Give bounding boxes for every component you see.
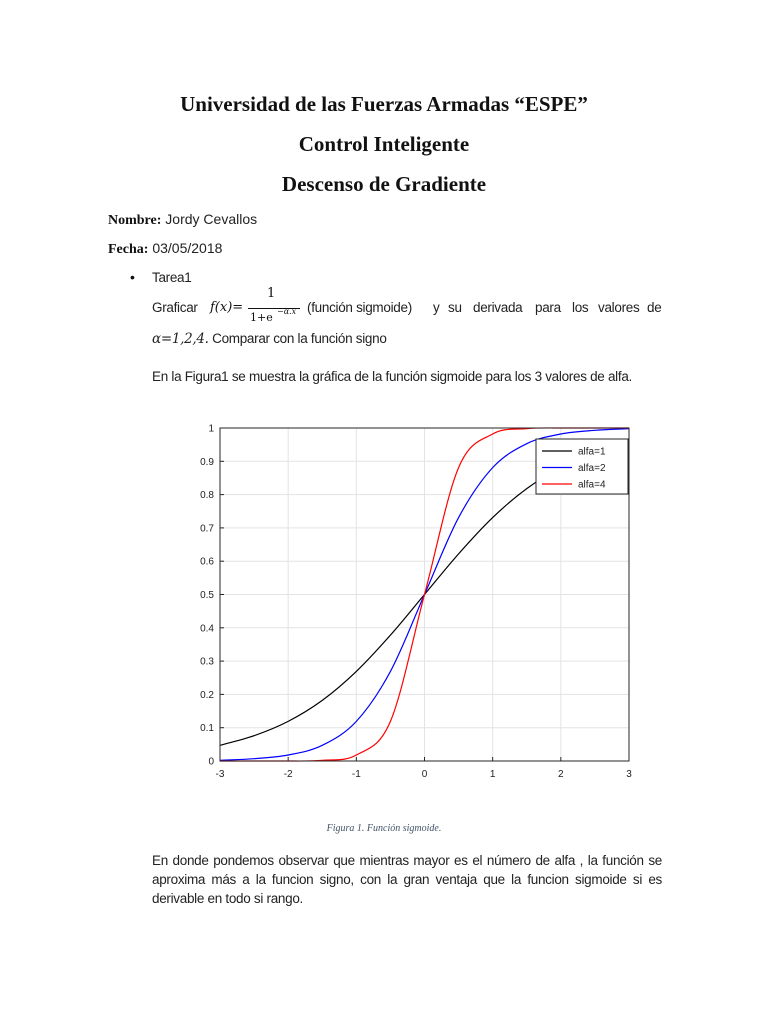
x-tick-label: -2: [283, 769, 293, 780]
formula-exponent: −α.x: [277, 307, 297, 316]
formula-numerator: 1: [267, 286, 276, 301]
topic-title: Descenso de Gradiente: [281, 172, 487, 196]
y-tick-label: 0.1: [200, 723, 214, 735]
paragraph-conclusion: En donde pondemos observar que mientras mayor es el número de alfa , la función se aproxima más a la funcion signo, con la gran ventaja que la funcion sigmoide si es derivable en todo si rango.: [152, 853, 662, 906]
word-derivada: derivada: [473, 300, 523, 315]
y-tick-label: 0.4: [200, 623, 214, 635]
date-line: [108, 240, 222, 258]
y-tick-label: 0.9: [200, 456, 214, 468]
compare-text: Comparar con la función signo: [212, 331, 387, 346]
task-title: Tarea1: [152, 270, 192, 285]
y-tick-label: 1: [208, 423, 214, 435]
sigmoid-chart: [190, 418, 650, 788]
alpha-values: α=1,2,4.: [152, 331, 209, 347]
date-label: Fecha:: [108, 242, 149, 257]
word-valores: valores: [598, 300, 640, 315]
legend-label: alfa=2: [578, 463, 606, 474]
figure-caption: Figura 1. Función sigmoide.: [326, 823, 442, 834]
author-label: Nombre:: [108, 213, 162, 228]
word-funcion-sigmoide: (función sigmoide): [307, 300, 412, 315]
y-tick-label: 0.2: [200, 689, 214, 701]
y-tick-label: 0.7: [200, 523, 214, 535]
word-graficar: Graficar: [152, 300, 198, 315]
word-y: y: [433, 300, 440, 315]
x-tick-label: 2: [558, 769, 564, 780]
legend-label: alfa=4: [578, 479, 606, 491]
word-su: su: [448, 300, 462, 315]
legend-label: alfa=1: [578, 446, 606, 458]
word-para: para: [535, 300, 561, 315]
x-tick-label: -1: [351, 769, 361, 780]
word-de: de: [647, 300, 662, 315]
x-tick-label: 0: [421, 769, 428, 780]
paragraph-intro: En la Figura1 se muestra la gráfica de la función sigmoide para los 3 valores de alfa.: [152, 369, 632, 384]
course-title: Control Inteligente: [298, 132, 470, 156]
sigmoid-formula: [210, 286, 302, 330]
formula-lhs: f(x)=: [210, 300, 244, 315]
y-tick-label: 0.5: [200, 590, 214, 601]
alpha-line: [152, 331, 387, 347]
x-tick-label: -3: [215, 769, 225, 780]
x-tick-label: 1: [489, 769, 496, 780]
y-tick-label: 0: [208, 756, 214, 768]
y-tick-label: 0.8: [200, 490, 214, 502]
university-title: Universidad de las Fuerzas Armadas “ESPE”: [180, 92, 588, 116]
author-name: Jordy Cevallos: [165, 211, 258, 227]
x-tick-label: 3: [626, 769, 632, 780]
formula-denominator: 1+e: [250, 311, 273, 324]
y-tick-label: 0.3: [200, 656, 214, 668]
y-tick-label: 0.6: [200, 556, 214, 568]
date-value: 03/05/2018: [152, 240, 223, 256]
word-los: los: [572, 300, 589, 315]
bullet-icon: •: [130, 269, 135, 285]
author-line: [108, 211, 257, 229]
